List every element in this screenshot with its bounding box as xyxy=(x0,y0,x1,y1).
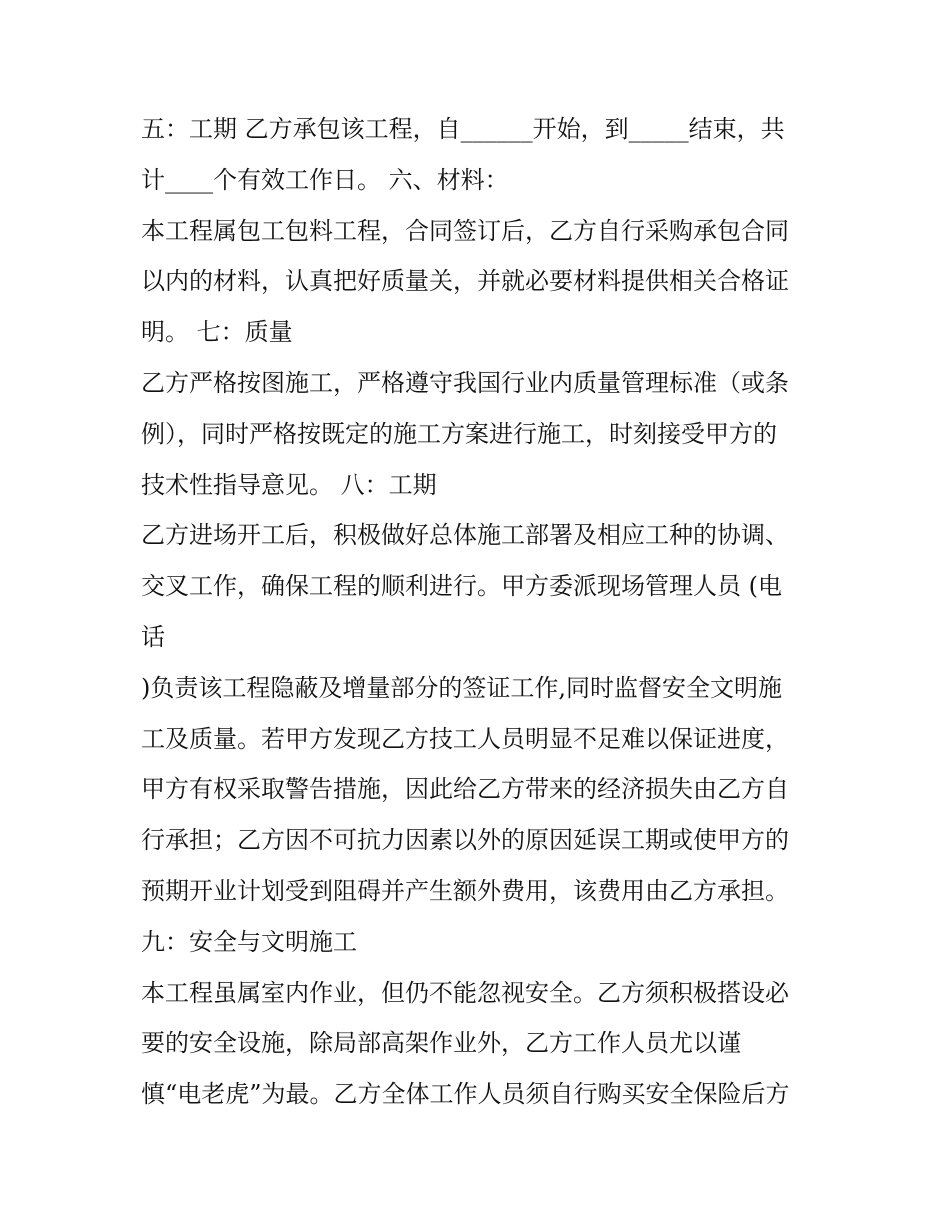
text-line: 明。 七：质量 xyxy=(141,318,293,347)
text-line: 五：工期 乙方承包该工程，自______开始，到_____结束，共 xyxy=(141,115,785,143)
text-line: 计____个有效工作日。 六、材料： xyxy=(141,165,509,194)
text-line: 乙方进场开工后，积极做好总体施工部署及相应工种的协调、 xyxy=(141,521,789,550)
text-line: 甲方有权采取警告措施，因此给乙方带来的经济损失由乙方自 xyxy=(141,775,789,804)
text-line: 例），同时严格按既定的施工方案进行施工，时刻接受甲方的 xyxy=(141,419,777,448)
text-line: 工及质量。若甲方发现乙方技工人员明显不足难以保证进度， xyxy=(141,724,789,753)
text-line: 九：安全与文明施工 xyxy=(141,927,357,956)
text-line: 行承担；乙方因不可抗力因素以外的原因延误工期或使甲方的 xyxy=(141,826,789,855)
text-line: 以内的材料，认真把好质量关，并就必要材料提供相关合格证 xyxy=(141,267,789,296)
text-line: 慎“电老虎”为最。乙方全体工作人员须自行购买安全保险后方 xyxy=(141,1080,790,1109)
text-line: 技术性指导意见。 八：工期 xyxy=(141,470,437,499)
text-line: 乙方严格按图施工，严格遵守我国行业内质量管理标准（或条 xyxy=(141,368,789,397)
contract-text xyxy=(141,104,821,1120)
text-line: 要的安全设施，除局部高架作业外，乙方工作人员尤以谨 xyxy=(141,1029,741,1058)
text-line: )负责该工程隐蔽及增量部分的签证工作,同时监督安全文明施 xyxy=(141,673,782,702)
text-line: 交叉工作，确保工程的顺利进行。甲方委派现场管理人员 (电 xyxy=(141,572,782,601)
text-line: 预期开业计划受到阻碍并产生额外费用，该费用由乙方承担。 xyxy=(141,876,789,905)
text-line: 本工程属包工包料工程，合同签订后，乙方自行采购承包合同 xyxy=(141,216,789,245)
text-line: 话 xyxy=(141,622,165,651)
text-line: 本工程虽属室内作业，但仍不能忽视安全。乙方须积极搭设必 xyxy=(141,978,789,1007)
